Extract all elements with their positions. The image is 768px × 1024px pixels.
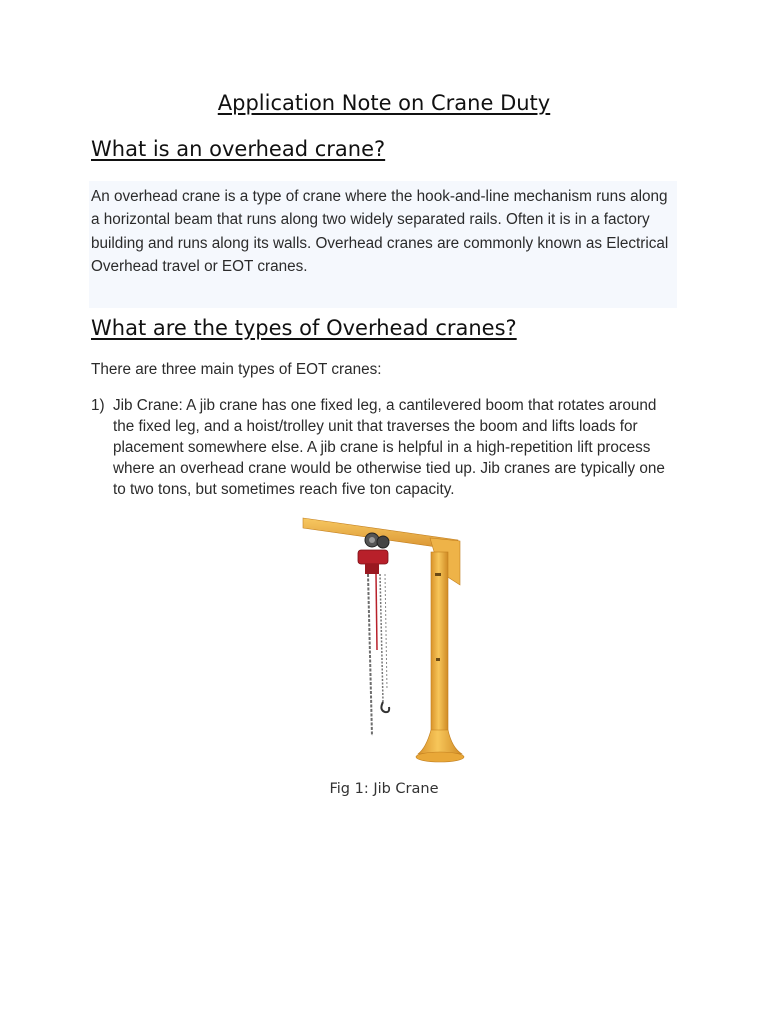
section-heading-overhead-crane: What is an overhead crane?	[91, 137, 386, 161]
page-title: Application Note on Crane Duty	[217, 91, 551, 115]
overhead-crane-definition: An overhead crane is a type of crane where the hook-and-line mechanism runs along a horizontal beam that runs along two widely separated rails. Often it is in a factory building and runs along its walls. Overhead cranes are commonly known as Electrical Overhead travel or EOT cranes.	[91, 188, 669, 276]
jib-crane-image	[290, 510, 480, 770]
section-heading-crane-types: What are the types of Overhead cranes?	[91, 316, 517, 340]
figure-caption: Fig 1: Jib Crane	[329, 781, 439, 797]
list-item-number: 1)	[91, 397, 105, 414]
crane-types-intro: There are three main types of EOT cranes:	[91, 361, 382, 378]
list-item-text: Jib Crane: A jib crane has one fixed leg, a cantilevered boom that rotates around the fixed leg, and a hoist/trolley unit that traverses the boom and lifts loads for placement somewhere else. A jib crane is helpful in a high-repetition lift process where an overhead crane would be otherwise tied up. Jib cranes are typically one to two tons, but sometimes reach five ton capacity.	[113, 397, 665, 498]
